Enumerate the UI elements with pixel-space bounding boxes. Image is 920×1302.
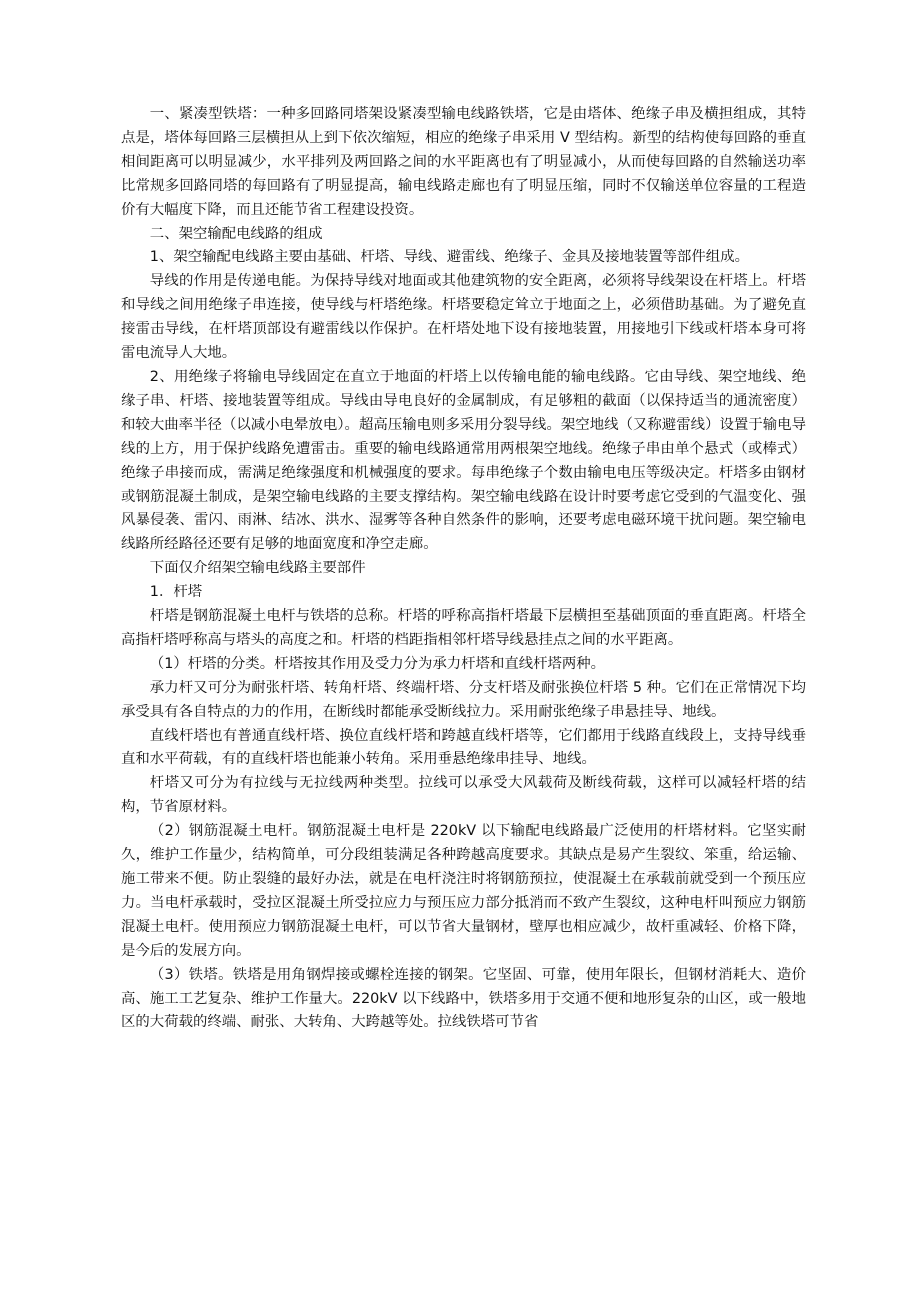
paragraph-tower-definition: 杆塔是钢筋混凝土电杆与铁塔的总称。杆塔的呼称高指杆塔最下层横担至基础顶面的垂直距离。杆塔全高指杆塔呼称高与塔头的高度之和。杆塔的档距指相邻杆塔导线悬挂点之间的水平距离。	[121, 608, 806, 648]
paragraph-transmission-line: 2、用绝缘子将输电导线固定在直立于地面的杆塔上以传输电能的输电线路。它由导线、架空地线、绝缘子串、杆塔、接地装置等组成。导线由导电良好的金属制成，有足够粗的截面（以保持适当的通流密度）和较大曲率半径（以减小电晕放电）。超高压输电则多采用分裂导线。架空地线（又称避雷线）设置于输电导线的上方，用于保护线路免遭雷击。重要的输电线路通常用两根架空地线。绝缘子串由单个悬式（或棒式）绝缘子串接而成，需满足绝缘强度和机械强度的要求。每串绝缘子个数由输电电压等级决定。杆塔多由钢材或钢筋混凝土制成，是架空输电线路的主要支撑结构。架空输电线路在设计时要考虑它受到的气温变化、强风暴侵袭、雷闪、雨淋、结冰、洪水、湿雾等各种自然条件的影响，还要考虑电磁环境干扰问题。架空输电线路所经路径还要有足够的地面宽度和净空走廊。	[121, 368, 806, 553]
section-heading-composition: 二、架空输配电线路的组成	[149, 225, 323, 242]
paragraph-load-bearing-towers: 承力杆又可分为耐张杆塔、转角杆塔、终端杆塔、分支杆塔及耐张换位杆塔 5 种。它们在正常情况下均承受具有各自特点的力的作用，在断线时都能承受断线拉力。采用耐张绝缘子串悬挂导、地线。	[121, 679, 806, 720]
paragraph-steel-towers: （3）铁塔。铁塔是用角钢焊接或螺栓连接的钢架。它坚固、可靠，使用年限长，但钢材消耗大、造价高、施工工艺复杂、维护工作量大。220kV 以下线路中，铁塔多用于交通不便和地形复杂的山区，或一般地区的大荷载的终端、耐张、大转角、大跨越等处。拉线铁塔可节省	[121, 966, 806, 1031]
paragraph-concrete-poles: （2）钢筋混凝土电杆。钢筋混凝土电杆是 220kV 以下输配电线路最广泛使用的杆塔材料。它坚实耐久，维护工作量少，结构简单，可分段组装满足各种跨越高度要求。其缺点是易产生裂纹、笨重，给运输、施工带来不便。防止裂缝的最好办法，就是在电杆浇注时将钢筋预拉，使混凝土在承载前就受到一个预压应力。当电杆承载时，受拉区混凝土所受拉应力与预压应力部分抵消而不致产生裂纹，这种电杆叫预应力钢筋混凝土电杆。使用预应力钢筋混凝土电杆，可以节省大量钢材，壁厚也相应减少，故杆重减轻、价格下降，是今后的发展方向。	[121, 823, 806, 959]
paragraph-components: 1、架空输配电线路主要由基础、杆塔、导线、避雷线、绝缘子、金具及接地装置等部件组成。	[149, 249, 749, 266]
subheading-tower: 1．杆塔	[149, 584, 203, 601]
paragraph-conductor-role: 导线的作用是传递电能。为保持导线对地面或其他建筑物的安全距离，必须将导线架设在杆塔上。杆塔和导线之间用绝缘子串连接，使导线与杆塔绝缘。杆塔要稳定耸立于地面之上，必须借助基础。为了避免直接雷击导线，在杆塔顶部设有避雷线以作保护。在杆塔处地下设有接地装置，用接地引下线或杆塔本身可将雷电流导人大地。	[121, 273, 806, 362]
paragraph-intro-components: 下面仅介绍架空输电线路主要部件	[149, 560, 366, 577]
paragraph-guyed-towers: 杆塔又可分为有拉线与无拉线两种类型。拉线可以承受大风载荷及断线荷载，这样可以减轻杆塔的结构，节省原材料。	[121, 775, 806, 816]
paragraph-tower-classification: （1）杆塔的分类。杆塔按其作用及受力分为承力杆塔和直线杆塔两种。	[149, 655, 606, 672]
paragraph-straight-towers: 直线杆塔也有普通直线杆塔、换位直线杆塔和跨越直线杆塔等，它们都用于线路直线段上，支持导线垂直和水平荷载，有的直线杆塔也能兼小转角。采用垂悬绝缘串挂导、地线。	[121, 727, 806, 768]
paragraph-compact-tower: 一、紧凑型铁塔：一种多回路同塔架设紧凑型输电线路铁塔，它是由塔体、绝缘子串及横担组成，其特点是，塔体每回路三层横担从上到下依次缩短，相应的绝缘子串采用 V 型结构。新型的结构使每回路的垂直相间距离可以明显减少，水平排列及两回路之间的水平距离也有了明显减小，从而使每回路的自然输送功率比常规多回路同塔的每回路有了明显提高，输电线路走廊也有了明显压缩，同时不仅输送单位容量的工程造价有大幅度下降，而且还能节省工程建设投资。	[121, 106, 806, 218]
document-page	[121, 103, 806, 1035]
